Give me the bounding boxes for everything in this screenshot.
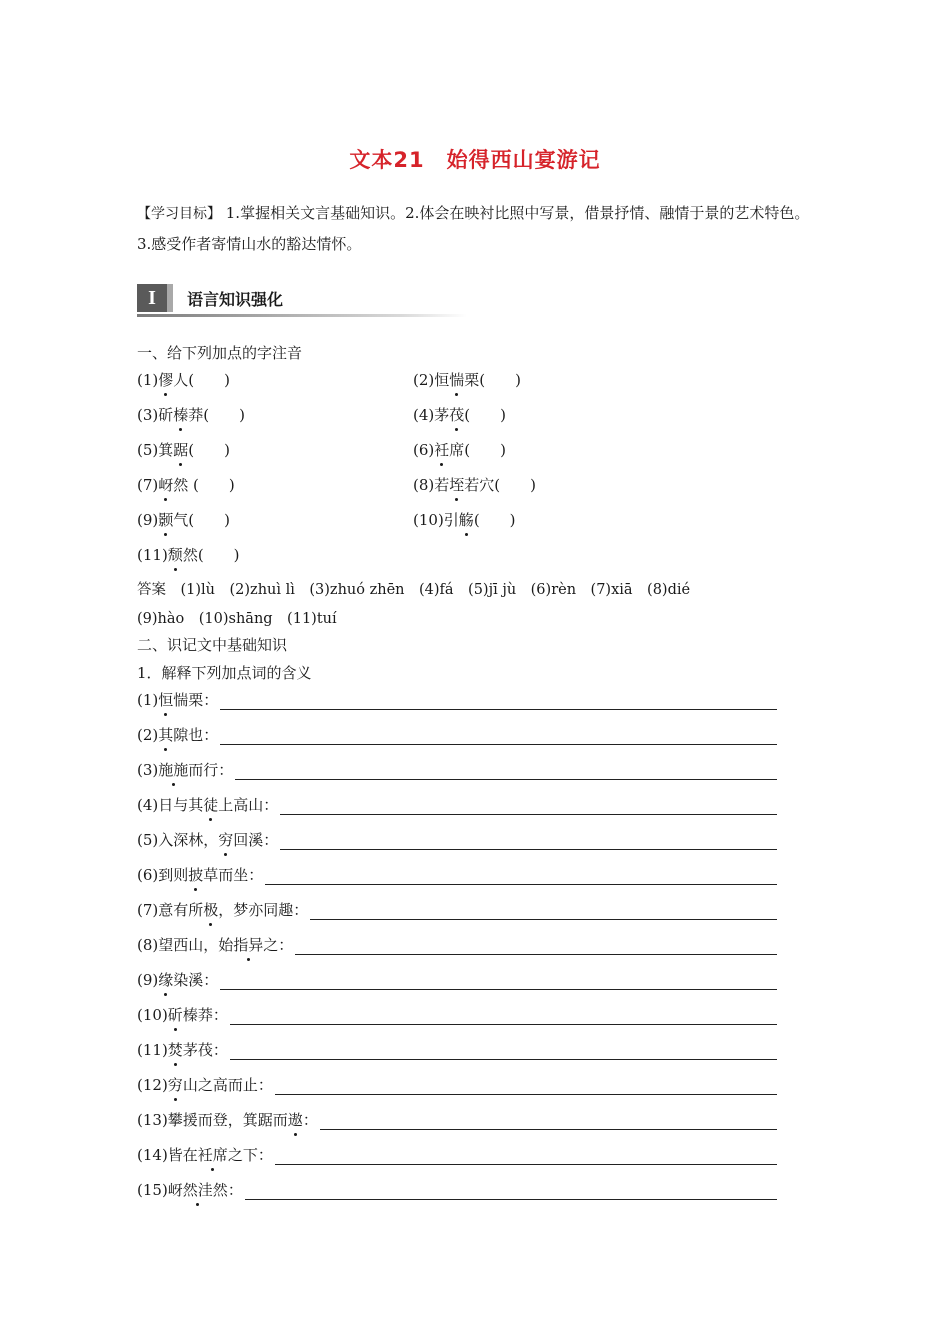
item-post: 莽( ) bbox=[188, 406, 245, 424]
fill-row-14 bbox=[137, 1143, 777, 1165]
dotted-char: 施施 bbox=[158, 761, 189, 779]
item-pre: (3)斫 bbox=[137, 406, 174, 424]
item-pre: (6) bbox=[413, 441, 435, 459]
item-post: ，梦亦同趣： bbox=[218, 901, 309, 919]
item-pre: (12) bbox=[137, 1076, 168, 1094]
fill-row-4 bbox=[137, 793, 777, 815]
item-pre: (14)皆在 bbox=[137, 1146, 198, 1164]
dotted-char: 岈然洼然 bbox=[167, 1181, 228, 1199]
dotted-char: 衽 bbox=[434, 441, 450, 459]
item-post: 惴栗： bbox=[173, 691, 219, 709]
item-post: 回溪： bbox=[233, 831, 279, 849]
item-pre: (15) bbox=[137, 1181, 168, 1199]
dotted-char: 垤 bbox=[449, 476, 465, 494]
section-underline bbox=[137, 314, 467, 317]
dotted-char: 惴 bbox=[449, 371, 465, 389]
pinyin-item-10 bbox=[413, 509, 516, 530]
fill-row-11 bbox=[137, 1038, 777, 1060]
item-pre: (7)意有所 bbox=[137, 901, 204, 919]
dotted-char: 踞 bbox=[173, 441, 189, 459]
item-pre: (4)日与其 bbox=[137, 796, 204, 814]
item-pre: (3) bbox=[137, 761, 159, 779]
item-post: ： bbox=[227, 1181, 243, 1199]
dotted-char: 衽席 bbox=[197, 1146, 228, 1164]
pinyin-item-2 bbox=[413, 369, 521, 390]
pinyin-item-8 bbox=[413, 474, 536, 495]
dotted-char: 颓 bbox=[167, 546, 183, 564]
answer-blank[interactable] bbox=[235, 767, 777, 780]
item-pre: (2) bbox=[137, 726, 159, 744]
dotted-char: 恒 bbox=[158, 691, 174, 709]
pinyin-item-1 bbox=[137, 369, 230, 390]
fill-row-13 bbox=[137, 1108, 777, 1130]
item-post: 染溪： bbox=[173, 971, 219, 989]
dotted-char: 岈 bbox=[158, 476, 174, 494]
item-post: 茅茷： bbox=[182, 1041, 228, 1059]
pinyin-item-11 bbox=[137, 544, 240, 565]
dotted-char: 指异 bbox=[233, 936, 264, 954]
fill-row-2 bbox=[137, 723, 777, 745]
item-pre: (8)望西山，始 bbox=[137, 936, 234, 954]
answer-blank[interactable] bbox=[220, 732, 777, 745]
item-pre: (1) bbox=[137, 691, 159, 709]
answer-blank[interactable] bbox=[320, 1117, 777, 1130]
answer-blank[interactable] bbox=[230, 1047, 777, 1060]
dotted-char: 极 bbox=[203, 901, 219, 919]
item-pre: (11) bbox=[137, 546, 168, 564]
item-post: 若穴( ) bbox=[464, 476, 536, 494]
answer-line-2: (9)hào (10)shāng (11)tuí bbox=[137, 611, 337, 627]
answer-blank[interactable] bbox=[230, 1012, 777, 1025]
item-pre: (7) bbox=[137, 476, 159, 494]
dotted-char: 茷 bbox=[449, 406, 465, 424]
dotted-char: 遨 bbox=[287, 1111, 303, 1129]
answer-blank[interactable] bbox=[275, 1152, 777, 1165]
part2-heading: 二、识记文中基础知识 bbox=[137, 636, 288, 654]
item-pre: (11) bbox=[137, 1041, 168, 1059]
pinyin-item-9 bbox=[137, 509, 230, 530]
item-post: 然( ) bbox=[182, 546, 240, 564]
item-post: 榛莽： bbox=[182, 1006, 228, 1024]
dotted-char: 披 bbox=[188, 866, 204, 884]
item-post: 人( ) bbox=[173, 371, 230, 389]
item-post: 山之高而止： bbox=[182, 1076, 273, 1094]
pinyin-item-6 bbox=[413, 439, 506, 460]
item-pre: (10)引 bbox=[413, 511, 459, 529]
answer-blank[interactable] bbox=[280, 837, 777, 850]
item-pre: (10) bbox=[137, 1006, 168, 1024]
fill-row-9 bbox=[137, 968, 777, 990]
item-pre: (5)箕 bbox=[137, 441, 174, 459]
item-post: 上高山： bbox=[218, 796, 279, 814]
objectives-text: 1.掌握相关文言基础知识。2.体会在映衬比照中写景，借景抒情、融情于景的艺术特色。3.感受作者寄情山水的豁达情怀。 bbox=[137, 204, 810, 253]
item-post: ( ) bbox=[464, 406, 506, 424]
item-pre: (9) bbox=[137, 971, 159, 989]
section-badge-shadow bbox=[167, 284, 173, 312]
dotted-char: 榛 bbox=[173, 406, 189, 424]
item-pre: (4)茅 bbox=[413, 406, 450, 424]
answer-blank[interactable] bbox=[220, 977, 777, 990]
dotted-char: 缘 bbox=[158, 971, 174, 989]
answer-blank[interactable] bbox=[220, 697, 777, 710]
answer-block bbox=[137, 576, 813, 634]
fill-row-5 bbox=[137, 828, 777, 850]
section-title: 语言知识强化 bbox=[187, 290, 284, 309]
answer-blank[interactable] bbox=[275, 1082, 777, 1095]
answer-blank[interactable] bbox=[265, 872, 777, 885]
pinyin-item-5 bbox=[137, 439, 230, 460]
fill-row-1 bbox=[137, 688, 777, 710]
item-post: 之： bbox=[263, 936, 294, 954]
answer-line-1: (1)lù (2)zhuì lì (3)zhuó zhēn (4)fá (5)jī jù (6)rèn (7)xiā (8)dié bbox=[180, 582, 691, 598]
fill-row-8 bbox=[137, 933, 777, 955]
section-number-badge: I bbox=[137, 284, 167, 312]
page-title: 文本21 始得西山宴游记 bbox=[349, 148, 601, 172]
pinyin-item-3 bbox=[137, 404, 245, 425]
fill-row-3 bbox=[137, 758, 777, 780]
answer-blank[interactable] bbox=[245, 1187, 777, 1200]
item-post: 草而坐： bbox=[203, 866, 264, 884]
item-post: 栗( ) bbox=[464, 371, 521, 389]
answer-blank[interactable] bbox=[295, 942, 777, 955]
dotted-char: 颢 bbox=[158, 511, 174, 529]
dotted-char: 觞 bbox=[458, 511, 474, 529]
learning-objectives bbox=[137, 198, 813, 259]
item-pre: (2)恒 bbox=[413, 371, 450, 389]
item-post: 隙也： bbox=[173, 726, 219, 744]
item-post: 气( ) bbox=[173, 511, 230, 529]
fill-row-7 bbox=[137, 898, 777, 920]
item-post: ： bbox=[302, 1111, 318, 1129]
dotted-char: 穷 bbox=[218, 831, 234, 849]
dotted-char: 徒 bbox=[203, 796, 219, 814]
item-pre: (9) bbox=[137, 511, 159, 529]
item-post: 然 ( ) bbox=[173, 476, 235, 494]
dotted-char: 其 bbox=[158, 726, 174, 744]
item-post: ( ) bbox=[188, 441, 230, 459]
dotted-char: 焚 bbox=[167, 1041, 183, 1059]
item-pre: (6)到则 bbox=[137, 866, 189, 884]
answer-blank[interactable] bbox=[310, 907, 777, 920]
fill-row-12 bbox=[137, 1073, 777, 1095]
answer-label: 答案 bbox=[137, 582, 166, 598]
pinyin-item-4 bbox=[413, 404, 506, 425]
dotted-char: 斫 bbox=[167, 1006, 183, 1024]
fill-row-15 bbox=[137, 1178, 777, 1200]
section-header bbox=[137, 284, 827, 318]
pinyin-item-7 bbox=[137, 474, 235, 495]
part2-subheading: 1．解释下列加点词的含义 bbox=[137, 664, 312, 682]
part1-heading: 一、给下列加点的字注音 bbox=[137, 344, 303, 362]
item-pre: (1) bbox=[137, 371, 159, 389]
answer-blank[interactable] bbox=[280, 802, 777, 815]
dotted-char: 僇 bbox=[158, 371, 174, 389]
item-pre: (13)攀援而登，箕踞而 bbox=[137, 1111, 288, 1129]
item-pre: (8)若 bbox=[413, 476, 450, 494]
dotted-char: 穷 bbox=[167, 1076, 183, 1094]
objectives-label: 【学习目标】 bbox=[137, 206, 221, 222]
item-post: 席( ) bbox=[449, 441, 506, 459]
item-post: 而行： bbox=[188, 761, 234, 779]
item-post: ( ) bbox=[473, 511, 516, 529]
fill-row-10 bbox=[137, 1003, 777, 1025]
item-pre: (5)入深林， bbox=[137, 831, 219, 849]
item-post: 之下： bbox=[227, 1146, 273, 1164]
fill-row-6 bbox=[137, 863, 777, 885]
